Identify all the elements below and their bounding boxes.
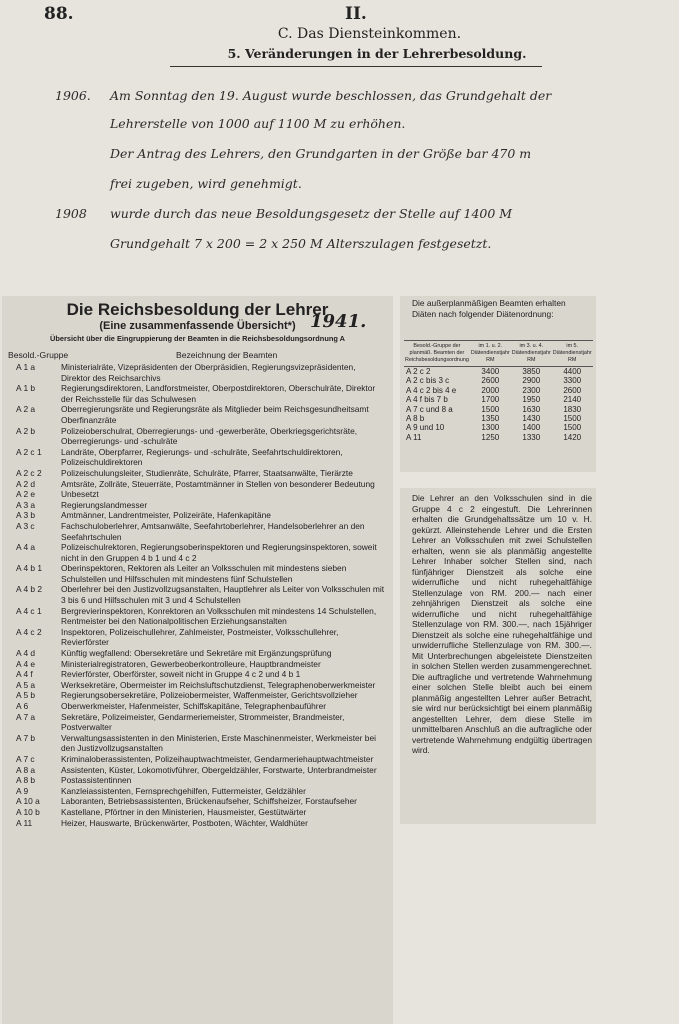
table-row — [2, 542, 393, 563]
diaeten-group: A 2 c bis 3 c — [406, 376, 450, 386]
diaeten-amount: 1830 — [563, 404, 582, 414]
besold-description: Kastellane, Pförtner in den Ministerien, Hausmeister, Gestütwärter — [61, 806, 307, 817]
volksschulen-text: Die Lehrer an den Volksschulen sind in die Gruppe 4 c 2 eingestuft. Die Lehrerinnen erhalten die Grundgehaltssätze um 10 v. H. gekürzt. Alleinstehende Lehrer und die Ersten Lehrer an Volksschulen mit zwei Schulstellen erhalten, wenn sie als planmäßig angestellte Lehrer Inhaber solcher Stellen sind, nach fünfjähriger Dienstzeit als solche eine widerrufliche und nicht ruhegehaltfähige Stellenzulage von RM. 200.— nach einer zehnjährigen Dienstzeit als solche eine widerrufliche und nicht ruhegehaltfähige Stellenzulage von RM. 300.—, nach 15jähriger Dienstzeit als solche eine ruhegehaltfähige und unwiderrufliche Stellenzulage von RM. 300.—. Mit Unterbrechungen abgeleistete Dienstzeiten in solchen Stellen werden zusammengerechnet. Die auftragliche und vertretende Wahrnehmung einer solchen Stelle bleibt auch bei einem planmäßig angestellten Lehrer außer Betracht, sie wird nur berücksichtigt bei einem planmäßig angestellten Lehrer, dem diese Stelle im unmittelbaren Anschluß an die auftragliche oder vertretende Wahrnehmung endgültig übertragen wird. — [412, 493, 592, 755]
diaeten-header: im 3. u. 4. Diätendienstjahr RM — [511, 341, 552, 367]
diaeten-amount: 1700 — [481, 395, 500, 405]
clipping-subtitle: (Eine zusammenfassende Übersicht*) — [99, 320, 296, 332]
besold-group: A 4 b 1 — [16, 563, 43, 574]
table-row — [2, 796, 393, 807]
besold-group: A 5 a — [16, 679, 36, 690]
besold-group: A 6 — [16, 701, 29, 711]
table-row — [404, 423, 593, 432]
besold-description: Ministerialregistratoren, Gewerbeoberkontrolleure, Hauptbrandmeister — [61, 658, 321, 669]
besold-group: A 4 f — [16, 669, 33, 680]
page-number: 88. — [44, 4, 74, 24]
table-row — [2, 489, 393, 500]
table-row — [2, 659, 393, 670]
besold-description: Werksekretäre, Obermeister im Reichsluftschutzdienst, Telegraphenoberwerkmeister — [61, 679, 376, 690]
handwritten-line: Grundgehalt 7 x 200 = 2 x 250 M Alterszulagen festgesetzt. — [110, 236, 492, 251]
diaeten-group: A 4 f bis 7 b — [406, 395, 448, 405]
besold-group: A 10 a — [16, 796, 40, 807]
handwritten-line: 1908 wurde durch das neue Besoldungsgesetz der Stelle auf 1400 M — [55, 206, 513, 221]
besold-description: Ministerialräte, Vizepräsidenten der Oberpräsidien, Regierungsvizepräsidenten, Direktor des Reichsarchivs — [61, 362, 356, 383]
table-row — [2, 680, 393, 691]
table-row — [2, 468, 393, 479]
besold-description: Oberlehrer bei den Justizvollzugsanstalten, Hauptlehrer als Leiter von Volksschulen mit 3 bis 6 und Hilfsschulen mit 3 und 4 Schulstellen — [61, 584, 385, 606]
besold-description: Regierungsdirektoren, Landforstmeister, Oberpostdirektoren, Oberschulräte, Direktor der Reichsstelle für das Schulwesen — [61, 383, 376, 404]
besold-group: A 4 d — [16, 648, 36, 659]
table-row — [404, 376, 593, 385]
besold-description: Regierungsobersekretäre, Polizeiobermeister, Waffenmeister, Gerichtsvollzieher — [61, 690, 358, 701]
table-row — [2, 786, 393, 797]
diaeten-amount: 2600 — [563, 385, 582, 395]
diaeten-group: A 2 c 2 — [406, 367, 431, 376]
diaeten-amount: 1420 — [563, 432, 582, 442]
table-row — [2, 362, 393, 383]
table-row — [2, 818, 393, 829]
table-row — [404, 395, 593, 404]
besoldung-table — [2, 362, 393, 828]
besold-group: A 7 a — [16, 711, 36, 722]
diaeten-group: A 8 b — [406, 414, 425, 424]
besold-group: A 1 a — [16, 362, 36, 372]
diaeten-amount: 2900 — [522, 376, 541, 386]
table-row — [404, 414, 593, 423]
table-row — [2, 584, 393, 605]
diaeten-amount: 1350 — [481, 414, 500, 424]
besold-group: A 2 a — [16, 404, 36, 415]
diaeten-group: A 4 c 2 bis 4 e — [406, 385, 457, 395]
besold-group: A 4 e — [16, 658, 36, 669]
besold-description: Postassistentinnen — [61, 775, 132, 786]
handwritten-line: frei zugeben, wird genehmigt. — [110, 176, 302, 191]
diaeten-amount: 2140 — [563, 395, 582, 405]
diaeten-intro: Die außerplanmäßigen Beamten erhalten Diäten nach folgender Diätenordnung: — [412, 298, 566, 319]
table-row — [404, 405, 593, 414]
table-row — [2, 563, 393, 584]
besold-description: Regierungslandmesser — [61, 499, 148, 510]
besold-description: Amtmänner, Landrentmeister, Polizeiräte, Hafenkapitäne — [61, 510, 271, 521]
table-row — [2, 712, 393, 733]
besold-description: Revierförster, Oberförster, soweit nicht in Gruppe 4 c 2 und 4 b 1 — [61, 669, 301, 680]
besold-group: A 4 c 1 — [16, 605, 42, 616]
besold-group: A 1 b — [16, 383, 36, 394]
diaeten-amount: 1250 — [481, 432, 500, 442]
besold-group: A 3 b — [16, 510, 36, 521]
year-annotation: 1941. — [310, 311, 367, 332]
table-row — [2, 754, 393, 765]
besold-group: A 10 b — [16, 806, 40, 817]
besold-description: Heizer, Hauswarte, Brückenwärter, Postboten, Wächter, Waldhüter — [61, 817, 308, 828]
diaeten-clipping — [400, 296, 596, 472]
handwritten-line: 1906. Am Sonntag den 19. August wurde beschlossen, das Grundgehalt der — [55, 88, 552, 103]
column-header-group: Besold.-Gruppe — [8, 350, 69, 360]
table-row — [2, 510, 393, 521]
diaeten-header: im 1. u. 2. Diätendienstjahr RM — [470, 341, 511, 367]
besold-description: Bergrevierinspektoren, Konrektoren an Volksschulen mit mindestens 14 Schulstellen, Rentmeister bei den Nationalpolitischen Erziehungsanstalten — [61, 605, 377, 627]
table-row — [2, 807, 393, 818]
table-row — [2, 383, 393, 404]
besold-group: A 3 a — [16, 499, 36, 510]
table-row — [404, 386, 593, 395]
table-row — [2, 521, 393, 542]
diaeten-amount: 1500 — [563, 414, 582, 424]
table-row — [2, 765, 393, 776]
besold-group: A 2 e — [16, 489, 36, 500]
besold-description: Künftig wegfallend: Obersekretäre und Sekretäre mit Ergänzungsprüfung — [61, 648, 332, 659]
besold-description: Polizeischulungsleiter, Studienräte, Schulräte, Pfarrer, Staatsanwälte, Tierärzte — [61, 467, 353, 478]
diaeten-header: Besold.-Gruppe der planmäß. Beamten der Reichsbesoldungsordnung — [404, 341, 470, 367]
besold-group: A 4 b 2 — [16, 584, 43, 595]
besold-description: Kriminaloberassistenten, Polizeihauptwachtmeister, Gendarmeriehauptwachtmeister — [61, 753, 374, 764]
diaeten-amount: 1300 — [481, 423, 500, 433]
table-row — [2, 669, 393, 680]
diaeten-amount: 4400 — [563, 367, 582, 376]
chapter-number: II. — [345, 4, 367, 24]
besold-description: Sekretäre, Polizeimeister, Gendarmeriemeister, Strommeister, Brandmeister, Postverwalter — [61, 711, 345, 733]
clipping-title: Die Reichsbesoldung der Lehrer — [66, 300, 329, 319]
besold-group: A 2 d — [16, 478, 36, 489]
handwritten-line: Lehrerstelle von 1000 auf 1100 M zu erhöhen. — [110, 116, 406, 131]
besold-group: A 4 a — [16, 542, 36, 553]
diaeten-amount: 1400 — [522, 423, 541, 433]
besold-description: Amtsräte, Zollräte, Steuerräte, Postamtmänner in Stellen von besonderer Bedeutung — [61, 478, 375, 489]
table-row — [2, 426, 393, 447]
diaeten-amount: 2000 — [481, 385, 500, 395]
besold-description: Inspektoren, Polizeischullehrer, Zahlmeister, Postmeister, Volksschullehrer, Revierförster — [61, 626, 339, 648]
besold-description: Oberinspektoren, Rektoren als Leiter an Volksschulen mit mindestens sieben Schulstellen und Hilfsschulen mit mindestens fünf Schulstellen — [61, 563, 347, 584]
table-row — [404, 433, 593, 442]
besold-description: Polizeischulrektoren, Regierungsoberinspektoren und Regierungsinspektoren, soweit nicht in den Gruppen 4 b 1 und 4 c 2 — [61, 542, 377, 563]
besold-group: A 11 — [16, 817, 33, 828]
besold-group: A 3 c — [16, 520, 35, 531]
diaeten-header: im 5. Diätendienstjahr RM — [552, 341, 593, 367]
table-row — [404, 367, 593, 377]
table-row — [2, 479, 393, 490]
besold-group: A 8 a — [16, 764, 36, 775]
diaeten-amount: 3400 — [481, 367, 500, 376]
diaeten-table — [404, 340, 593, 442]
besold-group: A 7 c — [16, 753, 35, 764]
table-row — [2, 648, 393, 659]
reichsbesoldung-clipping — [2, 296, 393, 1024]
besold-description: Oberregierungsräte und Regierungsräte als Mitglieder beim Reichsgesundheitsamt Oberfinanzräte — [61, 404, 369, 425]
diaeten-amount: 2600 — [481, 376, 500, 386]
besold-description: Landräte, Oberpfarrer, Regierungs- und -schulräte, Seefahrtschuldirektoren, Polizeischuldirektoren — [61, 446, 343, 468]
table-row — [2, 500, 393, 511]
besold-description: Fachschuloberlehrer, Amtsanwälte, Seefahrtoberlehrer, Handelsoberlehrer an den Seefahrtschulen — [61, 520, 365, 542]
volksschulen-clipping — [400, 488, 596, 824]
diaeten-amount: 1630 — [522, 404, 541, 414]
diaeten-amount: 2300 — [522, 385, 541, 395]
diaeten-amount: 1950 — [522, 395, 541, 405]
clipping-subtitle-2: Übersicht über die Eingruppierung der Beamten in die Reichsbesoldungsordnung A — [50, 334, 345, 343]
column-header-description: Bezeichnung der Beamten — [176, 350, 278, 360]
diaeten-group: A 7 c und 8 a — [406, 404, 453, 414]
table-row — [2, 701, 393, 712]
besold-group: A 5 b — [16, 690, 36, 701]
besold-group: A 2 c 2 — [16, 467, 42, 478]
table-row — [2, 775, 393, 786]
section-title: C. Das Diensteinkommen. — [277, 26, 462, 42]
table-row — [2, 606, 393, 627]
diaeten-group: A 9 und 10 — [406, 423, 445, 433]
besold-description: Unbesetzt — [61, 489, 99, 500]
subsection-title: 5. Veränderungen in der Lehrerbesoldung. — [227, 46, 527, 61]
table-row — [2, 404, 393, 425]
diaeten-amount: 1430 — [522, 414, 541, 424]
diaeten-amount: 3300 — [563, 376, 582, 386]
diaeten-amount: 1500 — [563, 423, 582, 433]
handwritten-line: Der Antrag des Lehrers, den Grundgarten in der Größe bar 470 m — [110, 146, 532, 161]
diaeten-amount: 3850 — [522, 367, 541, 376]
besold-description: Verwaltungsassistenten in den Ministerien, Erste Maschinenmeister, Werkmeister bei den Justizvollzugsanstalten — [61, 732, 376, 754]
besold-group: A 4 c 2 — [16, 626, 42, 637]
besold-description: Polizeioberschulrat, Oberregierungs- und -gewerberäte, Oberkriegsgerichtsräte, Oberregierungs- und -schulräte — [61, 425, 358, 447]
besold-group: A 2 b — [16, 425, 36, 436]
diaeten-amount: 1500 — [481, 404, 500, 414]
diaeten-amount: 1330 — [522, 432, 541, 442]
besold-group: A 2 c 1 — [16, 446, 42, 457]
besold-description: Laboranten, Betriebsassistenten, Brückenaufseher, Schiffsheizer, Forstaufseher — [61, 796, 357, 807]
besold-description: Kanzleiassistenten, Fernsprechgehilfen, Futtermeister, Geldzähler — [61, 785, 306, 796]
besold-group: A 8 b — [16, 775, 36, 786]
diaeten-group: A 11 — [406, 432, 422, 442]
besold-description: Assistenten, Küster, Lokomotivführer, Obergeldzähler, Forstwarte, Unterbrandmeister — [61, 764, 377, 775]
besold-description: Oberwerkmeister, Hafenmeister, Schiffskapitäne, Telegraphenbauführer — [61, 701, 327, 711]
besold-group: A 7 b — [16, 732, 36, 743]
besold-group: A 9 — [16, 785, 29, 796]
table-row — [2, 733, 393, 754]
table-row — [2, 690, 393, 701]
table-row — [2, 447, 393, 468]
header-rule — [170, 66, 542, 67]
table-row — [2, 627, 393, 648]
